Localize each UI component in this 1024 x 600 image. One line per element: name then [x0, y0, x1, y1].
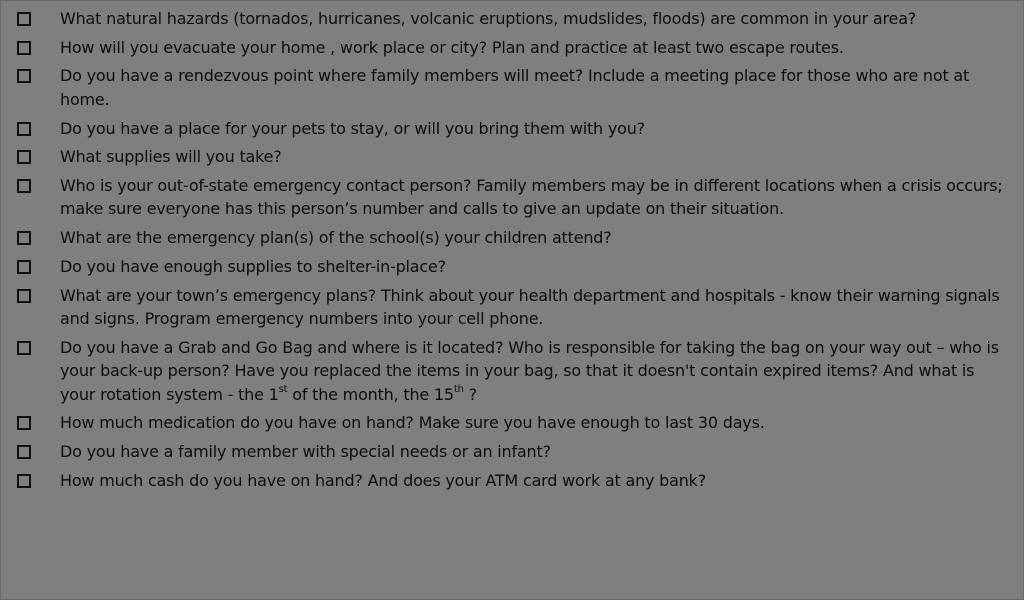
emergency-checklist	[1, 1, 1023, 492]
checklist-item-text: Do you have a rendezvous point where family members will meet? Include a meeting place for those who are not at home.	[60, 66, 970, 109]
checkbox-icon	[17, 474, 31, 488]
checkbox-icon	[17, 122, 31, 136]
checklist-item-text: Do you have enough supplies to shelter-in-place?	[60, 256, 446, 276]
checklist-item	[15, 145, 1009, 169]
checklist-item	[15, 440, 1009, 464]
checklist-item	[15, 117, 1009, 141]
checklist-item	[15, 284, 1009, 331]
item-text-part: Do you have a Grab and Go Bag and where is it located? Who is responsible for taking the bag on your way out – who is your back-up person? Have you replaced the items in your bag, so that it doesn't contain expired items? And what is your rotation system - the 1	[60, 337, 999, 404]
checklist-item-text: What are your town’s emergency plans? Think about your health department and hospitals - know their warning signals and signs. Program emergency numbers into your cell phone.	[60, 285, 1000, 328]
checklist-item	[15, 64, 1009, 111]
checkbox-icon	[17, 179, 31, 193]
checklist-item-text	[60, 336, 1009, 407]
checkbox-icon	[17, 41, 31, 55]
ordinal-suffix: st	[278, 384, 288, 396]
checklist-item-text: What natural hazards (tornados, hurricanes, volcanic eruptions, mudslides, floods) are common in your area?	[60, 9, 917, 28]
checklist-item-text: What supplies will you take?	[60, 147, 282, 167]
checklist-item-text: What are the emergency plan(s) of the school(s) your children attend?	[60, 228, 612, 248]
checklist-item	[15, 226, 1009, 250]
checkbox-icon	[17, 69, 31, 83]
item-text-part: ?	[463, 384, 477, 404]
checklist-item-text: Do you have a place for your pets to stay, or will you bring them with you?	[60, 118, 645, 138]
checklist-item	[15, 36, 1009, 60]
checklist-item	[15, 174, 1009, 221]
checklist-item	[15, 411, 1009, 435]
checkbox-icon	[17, 289, 31, 303]
checklist-item	[15, 255, 1009, 279]
checkbox-icon	[17, 341, 31, 355]
checkbox-icon	[17, 12, 31, 26]
checklist-item-text: How much medication do you have on hand? Make sure you have enough to last 30 days.	[60, 413, 765, 433]
checklist-item-text: Do you have a family member with special needs or an infant?	[60, 442, 551, 462]
ordinal-suffix: th	[453, 384, 464, 396]
checkbox-icon	[17, 150, 31, 164]
checklist-item	[15, 7, 1009, 31]
checkbox-icon	[17, 445, 31, 459]
item-text-part: of the month, the 15	[287, 384, 454, 404]
checkbox-icon	[17, 416, 31, 430]
checklist-item	[15, 336, 1009, 407]
checklist-item	[15, 469, 1009, 493]
checkbox-icon	[17, 260, 31, 274]
checklist-item-text: How will you evacuate your home , work place or city? Plan and practice at least two escape routes.	[60, 37, 844, 57]
checkbox-icon	[17, 231, 31, 245]
checklist-item-text: How much cash do you have on hand? And does your ATM card work at any bank?	[60, 470, 707, 490]
checklist-item-text: Who is your out-of-state emergency contact person? Family members may be in different locations when a crisis occurs; make sure everyone has this person’s number and calls to give an update on their situation.	[60, 175, 1003, 219]
